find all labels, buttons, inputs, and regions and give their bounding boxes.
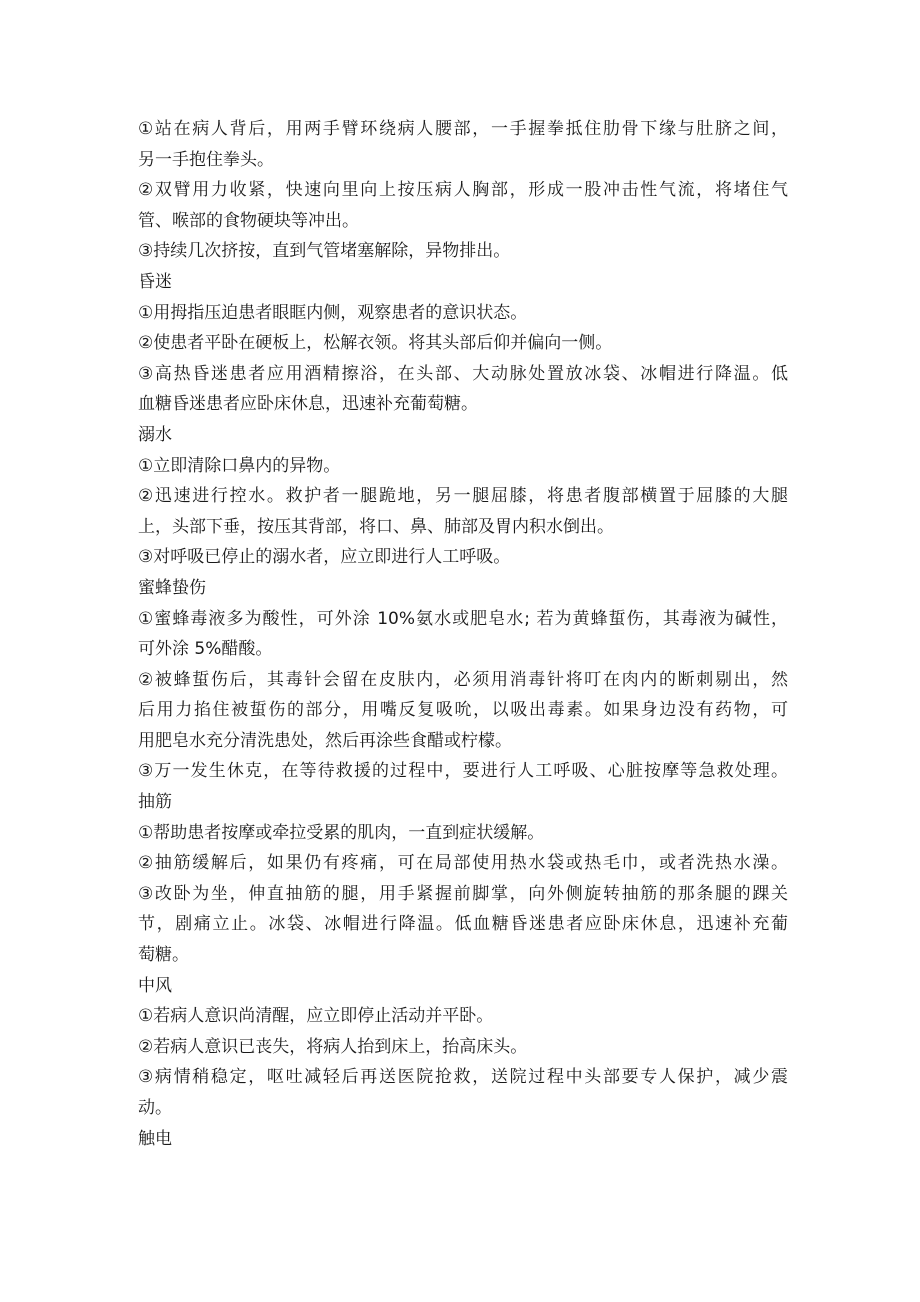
text-line: ②双臂用力收紧，快速向里向上按压病人胸部，形成一股冲击性气流，将堵住气: [138, 180, 788, 201]
text-line: 管、喉部的食物硬块等冲出。: [138, 210, 359, 231]
section-heading: 抽筋: [138, 792, 172, 813]
section-heading: 昏迷: [138, 271, 172, 292]
text-line: 可外涂 5%醋酸。: [138, 639, 273, 660]
text-line: ①若病人意识尚清醒，应立即停止活动并平卧。: [138, 1006, 494, 1027]
text-line: ②抽筋缓解后，如果仍有疼痛，可在局部使用热水袋或热毛巾，或者洗热水澡。: [138, 853, 788, 874]
document-body: [138, 114, 788, 1154]
section-heading: 蜜蜂蛰伤: [138, 577, 206, 598]
text-line: 上，头部下垂，按压其背部，将口、鼻、肺部及胃内积水倒出。: [138, 516, 614, 537]
text-line: 另一手抱住拳头。: [138, 149, 274, 170]
text-line: 血糖昏迷患者应卧床休息，迅速补充葡萄糖。: [138, 394, 478, 415]
text-line: ③高热昏迷患者应用酒精擦浴，在头部、大动脉处置放冰袋、冰帽进行降温。低: [138, 363, 788, 384]
text-line: ①用拇指压迫患者眼眶内侧，观察患者的意识状态。: [138, 302, 528, 323]
text-line: ①立即清除口鼻内的异物。: [138, 455, 341, 476]
section-heading: 溺水: [138, 424, 172, 445]
text-line: ①站在病人背后，用两手臂环绕病人腰部，一手握拳抵住肋骨下缘与肚脐之间，: [138, 119, 788, 139]
text-line: 动。: [138, 1098, 172, 1118]
text-line: ②被蜂蜇伤后，其毒针会留在皮肤内，必须用消毒针将叮在肉内的断刺剔出，然: [138, 669, 788, 690]
text-line: 萄糖。: [138, 945, 189, 966]
text-line: ①蜜蜂毒液多为酸性，可外涂 10%氨水或肥皂水; 若为黄蜂蜇伤，其毒液为碱性，: [138, 608, 788, 629]
text-line: ③改卧为坐，伸直抽筋的腿，用手紧握前脚掌，向外侧旋转抽筋的那条腿的踝关: [138, 883, 788, 904]
text-line: ②若病人意识已丧失，将病人抬到床上，抬高床头。: [138, 1036, 528, 1057]
text-line: ②使患者平卧在硬板上，松解衣领。将其头部后仰并偏向一侧。: [138, 333, 613, 354]
text-line: ①帮助患者按摩或牵拉受累的肌肉，一直到症状缓解。: [138, 822, 545, 843]
text-line: 后用力掐住被蜇伤的部分，用嘴反复吸吮，以吸出毒素。如果身边没有药物，可: [138, 700, 788, 721]
text-line: ②迅速进行控水。救护者一腿跪地，另一腿屈膝，将患者腹部横置于屈膝的大腿: [138, 486, 788, 507]
text-line: ③病情稍稳定，呕吐减轻后再送医院抢救，送院过程中头部要专人保护，减少震: [138, 1067, 788, 1088]
text-line: ③对呼吸已停止的溺水者，应立即进行人工呼吸。: [138, 547, 511, 568]
section-heading: 触电: [138, 1128, 172, 1149]
text-line: ③持续几次挤按，直到气管堵塞解除，异物排出。: [138, 241, 511, 262]
text-line: ③万一发生休克，在等待救援的过程中，要进行人工呼吸、心脏按摩等急救处理。: [138, 761, 788, 782]
text-line: 节，剧痛立止。冰袋、冰帽进行降温。低血糖昏迷患者应卧床休息，迅速补充葡: [138, 914, 788, 935]
section-heading: 中风: [138, 975, 172, 996]
text-line: 用肥皂水充分清洗患处，然后再涂些食醋或柠檬。: [138, 730, 512, 751]
